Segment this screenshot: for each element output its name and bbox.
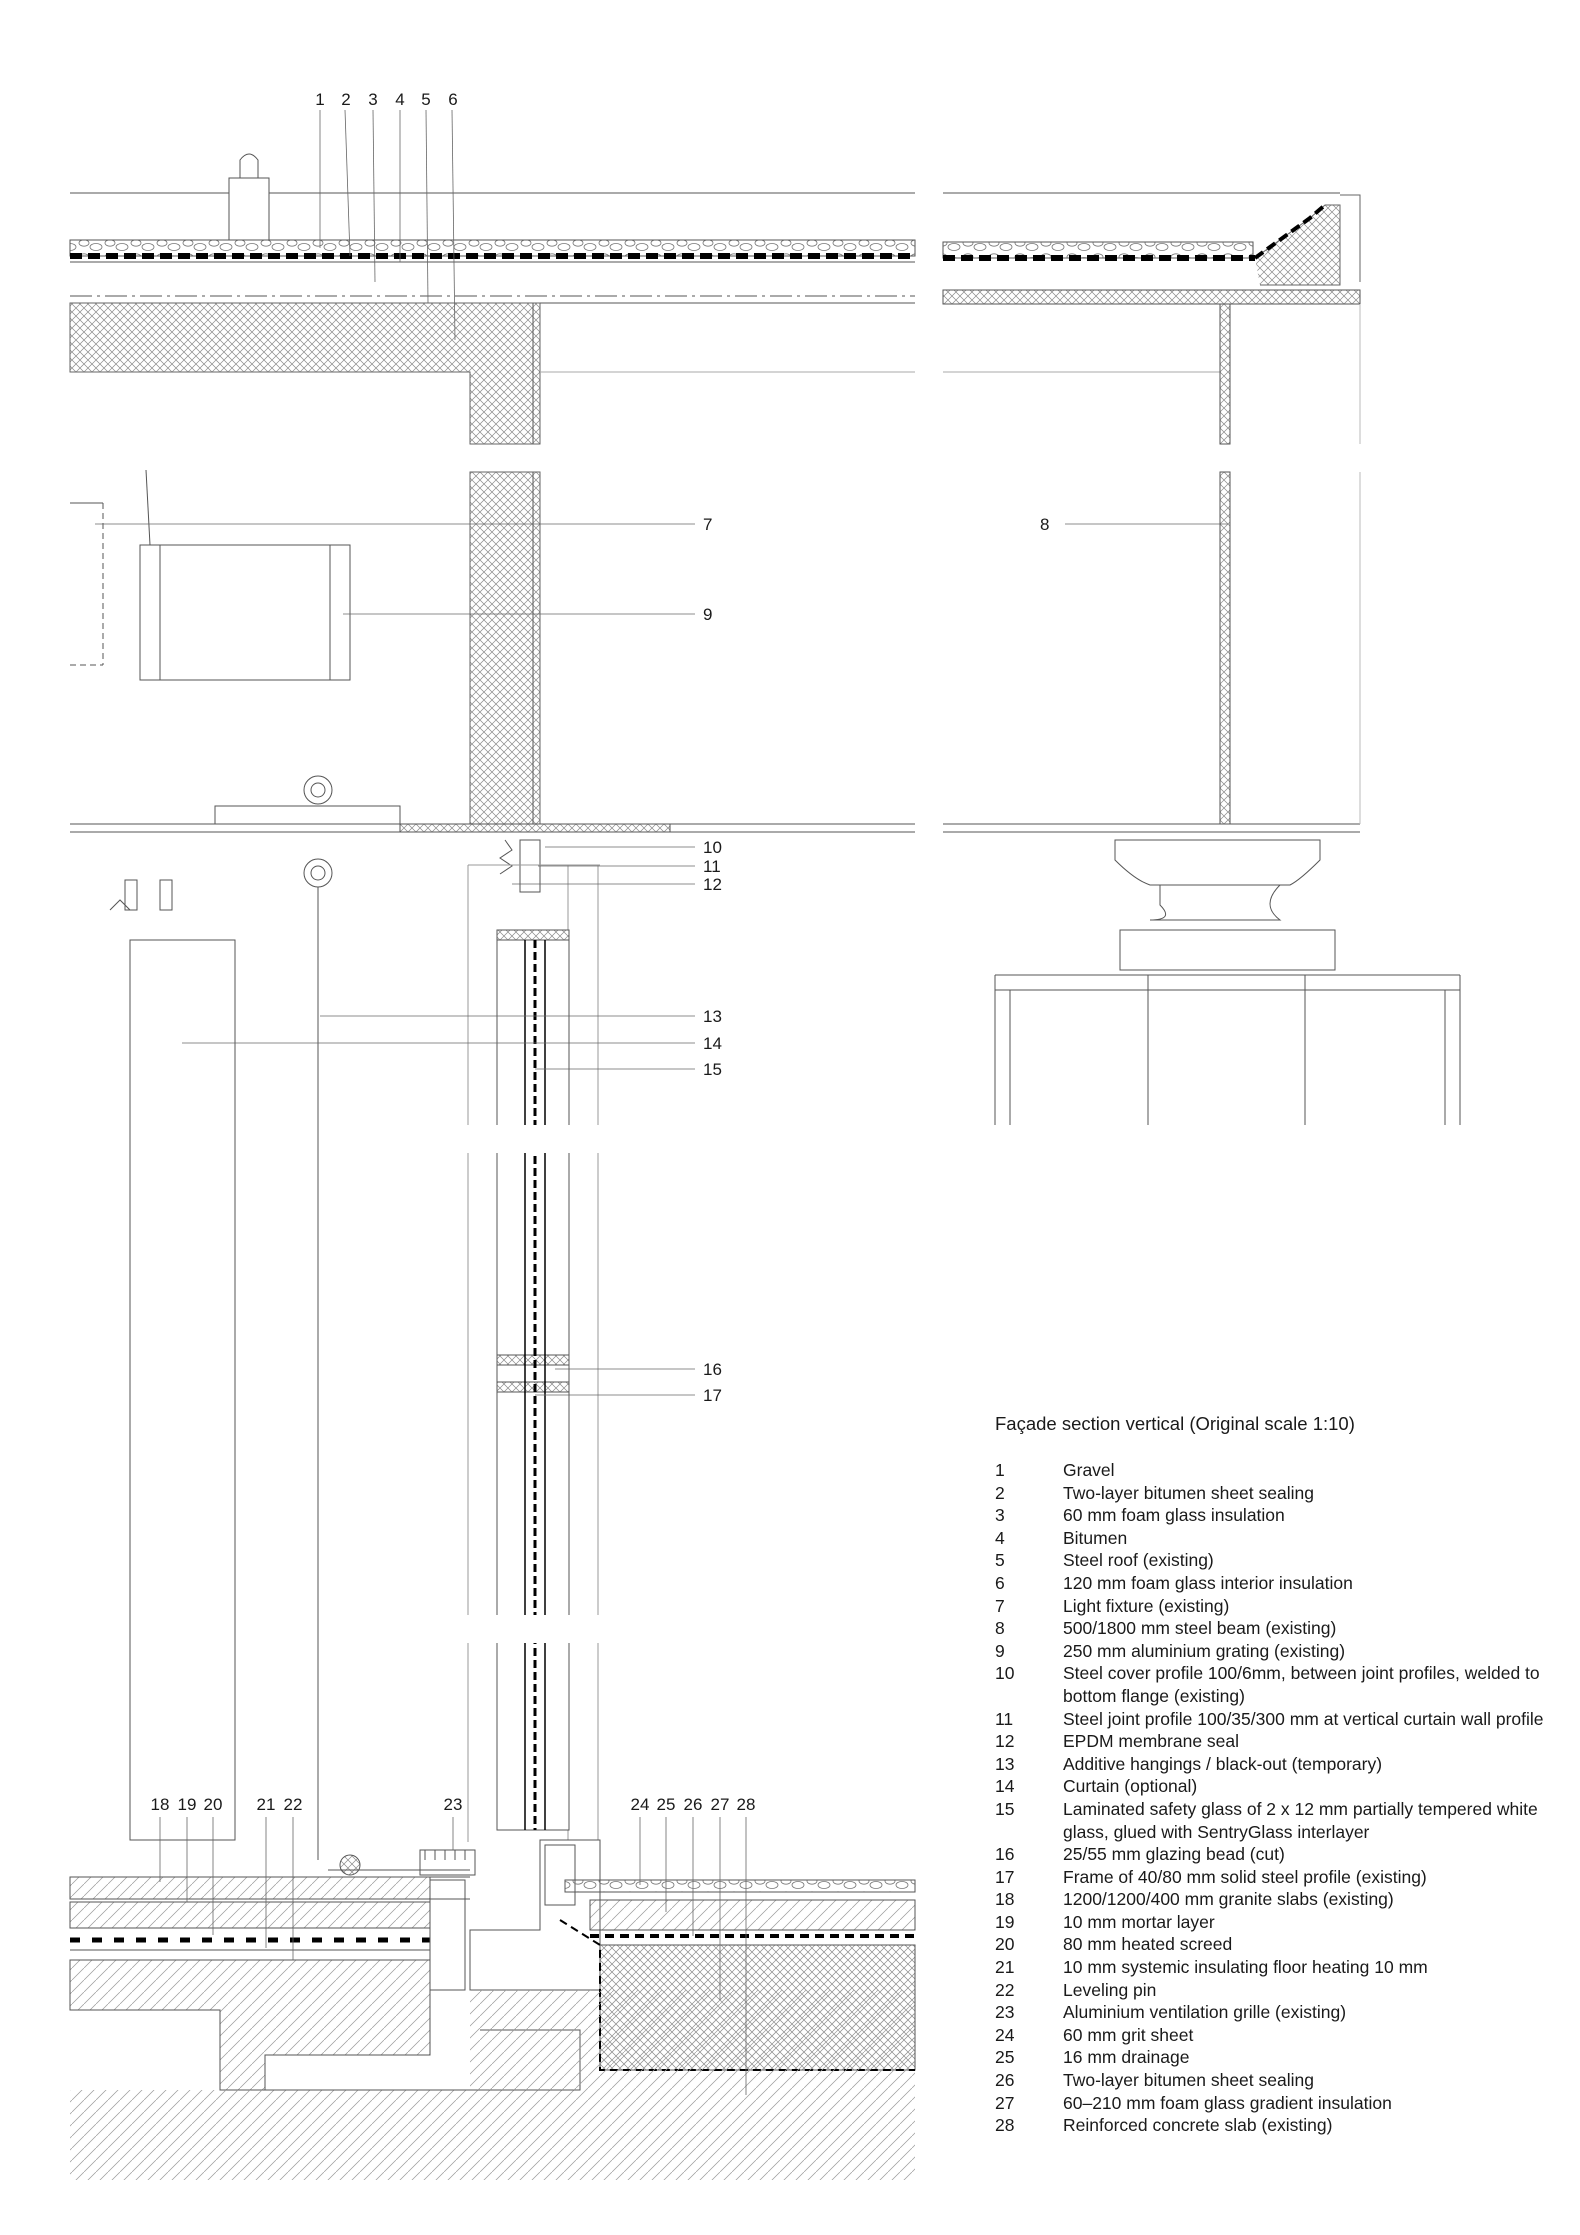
legend-item-number: 23 bbox=[995, 2002, 1015, 2023]
legend-item-number: 19 bbox=[995, 1911, 1015, 1932]
callout-16: 16 bbox=[703, 1360, 722, 1379]
curtain-wall bbox=[60, 840, 970, 1842]
legend-item-number: 17 bbox=[995, 1866, 1015, 1887]
legend-item-number: 27 bbox=[995, 2092, 1015, 2113]
callout-7: 7 bbox=[703, 515, 713, 534]
legend-item-text: 60–210 mm foam glass gradient insulation bbox=[1063, 2092, 1392, 2113]
legend-title: Façade section vertical (Original scale 1:10) bbox=[995, 1413, 1355, 1434]
callout-25: 25 bbox=[656, 1795, 676, 1814]
legend-item-text: 60 mm foam glass insulation bbox=[1063, 1505, 1285, 1526]
legend-item-text: Leveling pin bbox=[1063, 1979, 1157, 2000]
steel-beam-zone bbox=[943, 472, 1460, 1125]
legend-item-text: 120 mm foam glass interior insulation bbox=[1063, 1572, 1353, 1593]
legend-item-text: Bitumen bbox=[1063, 1527, 1128, 1548]
legend-item-text: Steel roof (existing) bbox=[1063, 1550, 1214, 1571]
legend-item bbox=[995, 1640, 1555, 1663]
legend-item bbox=[995, 1708, 1555, 1731]
legend-item bbox=[995, 1775, 1555, 1798]
legend-item bbox=[995, 1798, 1555, 1843]
legend-item-number: 28 bbox=[995, 2115, 1015, 2136]
legend-item-number: 13 bbox=[995, 1753, 1015, 1774]
callout-11: 11 bbox=[703, 857, 721, 876]
legend-item bbox=[995, 1956, 1555, 1979]
legend-item-number: 16 bbox=[995, 1844, 1015, 1865]
legend-item-number: 20 bbox=[995, 1934, 1015, 1955]
legend-item-text: Two-layer bitumen sheet sealing bbox=[1063, 2070, 1314, 2091]
legend-item bbox=[995, 1662, 1555, 1707]
callout-19: 19 bbox=[177, 1795, 197, 1814]
callout-22: 22 bbox=[283, 1795, 303, 1814]
legend-item-number: 8 bbox=[995, 1618, 1005, 1639]
legend-item bbox=[995, 2114, 1555, 2137]
legend-item-text: 500/1800 mm steel beam (existing) bbox=[1063, 1618, 1337, 1639]
legend-item-text: Reinforced concrete slab (existing) bbox=[1063, 2115, 1333, 2136]
roof-right bbox=[943, 193, 1360, 444]
legend-item-number: 2 bbox=[995, 1482, 1005, 1503]
legend bbox=[995, 1413, 1555, 2137]
legend-item bbox=[995, 1504, 1555, 1527]
legend-item-number: 24 bbox=[995, 2024, 1015, 2045]
legend-item bbox=[995, 1730, 1555, 1753]
callout-14: 14 bbox=[703, 1034, 722, 1053]
legend-item bbox=[995, 2001, 1555, 2024]
legend-item bbox=[995, 1595, 1555, 1618]
callout-15: 15 bbox=[703, 1060, 722, 1079]
callout-13: 13 bbox=[703, 1007, 722, 1026]
legend-item bbox=[995, 2024, 1555, 2047]
callout-6: 6 bbox=[448, 90, 458, 109]
legend-item-text: Two-layer bitumen sheet sealing bbox=[1063, 1482, 1314, 1503]
floor-right bbox=[470, 1840, 915, 2090]
legend-item-number: 10 bbox=[995, 1663, 1015, 1684]
legend-item-text: Steel cover profile 100/6mm, between joint profiles, welded to bottom flange (existing) bbox=[1063, 1663, 1540, 1706]
legend-item-number: 9 bbox=[995, 1640, 1005, 1661]
legend-item-text: 10 mm mortar layer bbox=[1063, 1911, 1215, 1932]
callout-2: 2 bbox=[341, 90, 351, 109]
legend-item-number: 21 bbox=[995, 1957, 1015, 1978]
legend-item-number: 18 bbox=[995, 1889, 1015, 1910]
legend-item bbox=[995, 2046, 1555, 2069]
callout-24: 24 bbox=[630, 1795, 650, 1814]
legend-item-number: 5 bbox=[995, 1550, 1005, 1571]
callout-20: 20 bbox=[203, 1795, 223, 1814]
callout-10: 10 bbox=[703, 838, 722, 857]
legend-item-text: Gravel bbox=[1063, 1460, 1115, 1480]
legend-item-text: Laminated safety glass of 2 x 12 mm partially tempered white glass, glued with SentryGlass interlayer bbox=[1063, 1798, 1538, 1842]
callout-3: 3 bbox=[368, 90, 378, 109]
ceiling-zone-left bbox=[70, 470, 915, 887]
legend-item bbox=[995, 1933, 1555, 1956]
legend-list bbox=[995, 1459, 1555, 2137]
legend-item-text: 1200/1200/400 mm granite slabs (existing) bbox=[1063, 1889, 1394, 1910]
legend-item bbox=[995, 1459, 1555, 1482]
legend-item-text: 16 mm drainage bbox=[1063, 2047, 1190, 2068]
legend-item bbox=[995, 1527, 1555, 1550]
legend-item bbox=[995, 1843, 1555, 1866]
legend-item bbox=[995, 1617, 1555, 1640]
legend-item-number: 25 bbox=[995, 2047, 1015, 2068]
legend-item-number: 12 bbox=[995, 1731, 1015, 1752]
legend-item-number: 26 bbox=[995, 2070, 1015, 2091]
legend-item-text: Aluminium ventilation grille (existing) bbox=[1063, 2002, 1347, 2023]
legend-item-text: 10 mm systemic insulating floor heating 10 mm bbox=[1063, 1957, 1428, 1978]
legend-item bbox=[995, 1911, 1555, 1934]
callout-21: 21 bbox=[256, 1795, 276, 1814]
legend-item bbox=[995, 1482, 1555, 1505]
legend-item-number: 15 bbox=[995, 1798, 1015, 1819]
legend-item bbox=[995, 1888, 1555, 1911]
legend-item-number: 6 bbox=[995, 1572, 1005, 1593]
callout-23: 23 bbox=[443, 1795, 463, 1814]
legend-item-text: EPDM membrane seal bbox=[1063, 1731, 1240, 1752]
legend-item bbox=[995, 2092, 1555, 2115]
legend-item-text: Steel joint profile 100/35/300 mm at vertical curtain wall profile bbox=[1063, 1708, 1544, 1729]
callout-1: 1 bbox=[315, 90, 325, 109]
legend-item bbox=[995, 1572, 1555, 1595]
legend-item-number: 7 bbox=[995, 1595, 1005, 1616]
callout-4: 4 bbox=[395, 90, 405, 109]
legend-item-number: 4 bbox=[995, 1527, 1005, 1548]
legend-item-text: Curtain (optional) bbox=[1063, 1776, 1198, 1797]
legend-item bbox=[995, 1753, 1555, 1776]
callout-5: 5 bbox=[421, 90, 431, 109]
callout-9: 9 bbox=[703, 605, 713, 624]
legend-item bbox=[995, 1549, 1555, 1572]
legend-item-number: 3 bbox=[995, 1505, 1005, 1526]
callout-28: 28 bbox=[736, 1795, 756, 1814]
legend-item-number: 14 bbox=[995, 1776, 1015, 1797]
legend-item-number: 11 bbox=[995, 1708, 1014, 1729]
callout-12: 12 bbox=[703, 875, 722, 894]
legend-item-text: Frame of 40/80 mm solid steel profile (existing) bbox=[1063, 1866, 1427, 1887]
legend-item-text: 250 mm aluminium grating (existing) bbox=[1063, 1640, 1346, 1661]
callout-18: 18 bbox=[150, 1795, 170, 1814]
legend-item-text: 60 mm grit sheet bbox=[1063, 2024, 1194, 2045]
legend-item bbox=[995, 1979, 1555, 2002]
legend-item-number: 1 bbox=[995, 1460, 1005, 1480]
callout-8: 8 bbox=[1040, 515, 1050, 534]
roof-left bbox=[70, 154, 915, 444]
callout-27: 27 bbox=[710, 1795, 730, 1814]
legend-item-text: Light fixture (existing) bbox=[1063, 1595, 1230, 1616]
legend-item-number: 22 bbox=[995, 1979, 1015, 2000]
legend-item-text: Additive hangings / black-out (temporary) bbox=[1063, 1753, 1383, 1774]
callout-17: 17 bbox=[703, 1386, 722, 1405]
legend-item-text: 25/55 mm glazing bead (cut) bbox=[1063, 1844, 1285, 1865]
legend-item bbox=[995, 1866, 1555, 1889]
legend-item bbox=[995, 2069, 1555, 2092]
callout-26: 26 bbox=[683, 1795, 703, 1814]
curtain-left bbox=[110, 880, 318, 1860]
legend-item-text: 80 mm heated screed bbox=[1063, 1934, 1233, 1955]
